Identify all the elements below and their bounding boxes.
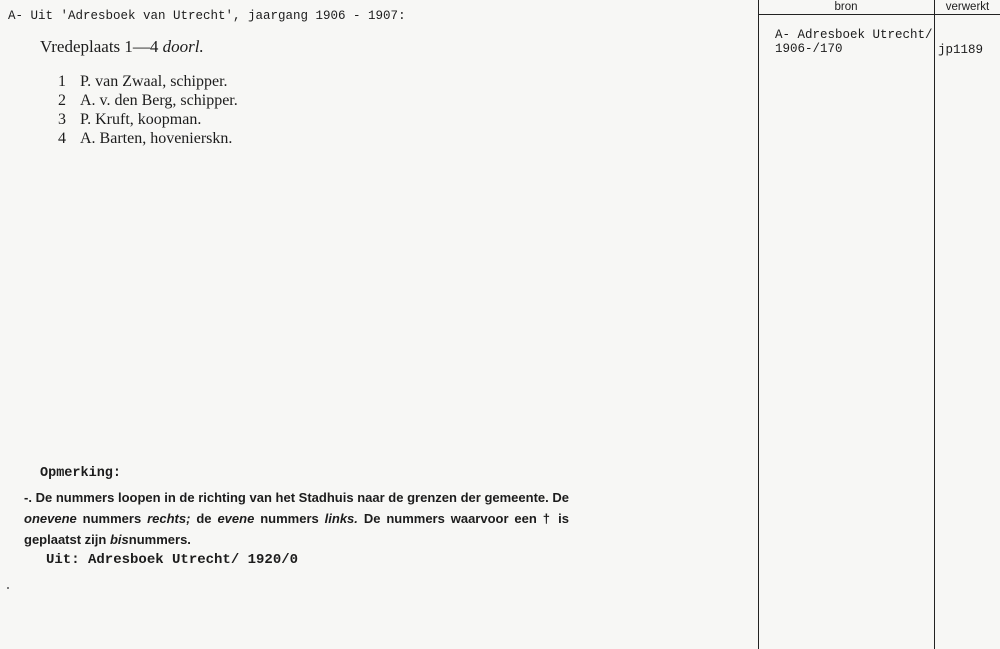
table-divider-middle <box>934 0 935 649</box>
resident-entry: P. Kruft, koopman. <box>80 111 202 128</box>
source-entry-line: 1906-/170 <box>775 42 843 56</box>
resident-entry: A. Barten, hovenierskn. <box>80 130 233 147</box>
document-header: A- Uit 'Adresboek van Utrecht', jaargang 1906 - 1907: <box>8 9 406 23</box>
remark-source: Uit: Adresboek Utrecht/ 1920/0 <box>46 552 299 568</box>
scan-speck <box>7 587 9 589</box>
remark-emphasis: links. <box>324 511 358 526</box>
list-item <box>58 110 238 129</box>
remark-section <box>24 466 569 568</box>
remark-emphasis: onevene <box>24 511 77 526</box>
remark-text <box>24 487 569 550</box>
house-number: 4 <box>58 130 66 147</box>
remark-emphasis: bis <box>109 532 129 547</box>
remark-emphasis: evene <box>217 511 255 526</box>
street-title <box>40 37 204 57</box>
house-number: 2 <box>58 92 66 109</box>
column-header-source: bron <box>834 1 858 13</box>
remark-text-part: nummers. <box>128 532 191 547</box>
source-entry <box>775 28 933 56</box>
source-entry-line: A- Adresboek Utrecht/ <box>775 28 933 42</box>
remark-title: Opmerking: <box>40 466 122 481</box>
remark-text-part: -. De nummers loopen in de richting van het Stadhuis naar de grenzen der gemeente. De <box>24 490 569 505</box>
remark-emphasis: rechts; <box>147 511 191 526</box>
resident-entry: A. v. den Berg, schipper. <box>80 92 238 109</box>
list-item <box>58 91 238 110</box>
street-name: Vredeplaats 1—4 <box>40 37 159 56</box>
remark-text-part: nummers <box>260 511 319 526</box>
processed-entry: jp1189 <box>938 43 984 57</box>
table-header-rule <box>758 14 1000 15</box>
street-note: doorl. <box>162 37 204 56</box>
house-number: 1 <box>58 73 66 90</box>
house-number: 3 <box>58 111 66 128</box>
list-item <box>58 72 238 91</box>
resident-entry: P. van Zwaal, schipper. <box>80 73 228 90</box>
column-header-processed: verwerkt <box>945 1 990 13</box>
residents-list <box>58 72 238 148</box>
list-item <box>58 129 238 148</box>
remark-text-part: De nummers waarvoor een † is geplaatst zijn <box>24 511 569 547</box>
remark-text-part: de <box>196 511 212 526</box>
remark-text-part: nummers <box>82 511 142 526</box>
table-divider-left <box>758 0 759 649</box>
